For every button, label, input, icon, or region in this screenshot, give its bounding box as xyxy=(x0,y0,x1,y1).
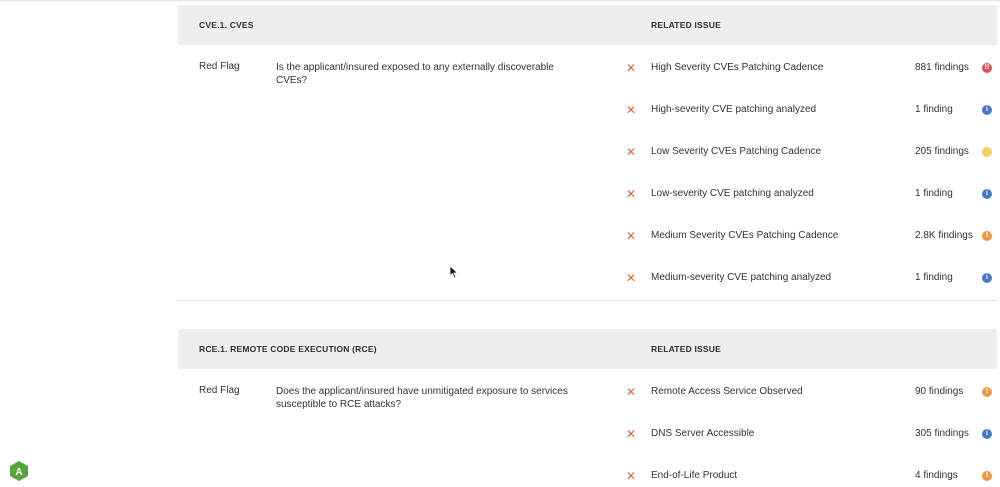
issue-row[interactable] xyxy=(178,100,997,120)
issue-count[interactable]: 4 findings xyxy=(915,470,958,481)
hexagon-avatar-icon xyxy=(9,460,29,482)
flag-label: Red Flag xyxy=(199,61,240,72)
issue-name[interactable]: High Severity CVEs Patching Cadence xyxy=(651,62,824,73)
issue-name[interactable]: Remote Access Service Observed xyxy=(651,386,803,397)
fail-icon: ✕ xyxy=(626,271,637,285)
issue-count[interactable]: 205 findings xyxy=(915,146,969,157)
severity-medium-icon: ! xyxy=(982,471,992,481)
info-icon: i xyxy=(982,105,992,115)
related-issue-header: RELATED ISSUE xyxy=(651,20,721,30)
severity-medium-icon: ! xyxy=(982,231,992,241)
issue-row[interactable] xyxy=(178,226,997,246)
issue-count[interactable]: 305 findings xyxy=(915,428,969,439)
info-icon: i xyxy=(982,429,992,439)
severity-high-icon: !! xyxy=(982,63,992,73)
section-title: CVE.1. CVES xyxy=(199,20,254,30)
section-title: RCE.1. REMOTE CODE EXECUTION (RCE) xyxy=(199,344,377,354)
fail-icon: ✕ xyxy=(626,187,637,201)
issue-name[interactable]: Medium-severity CVE patching analyzed xyxy=(651,272,832,283)
fail-icon: ✕ xyxy=(626,145,637,159)
issue-name[interactable]: Medium Severity CVEs Patching Cadence xyxy=(651,230,839,241)
section-header xyxy=(178,329,997,369)
section-header xyxy=(178,5,997,45)
severity-medium-icon: ! xyxy=(982,387,992,397)
question-text: Is the applicant/insured exposed to any externally discoverable CVEs? xyxy=(276,62,554,86)
related-issue-header: RELATED ISSUE xyxy=(651,344,721,354)
user-avatar[interactable] xyxy=(9,460,29,482)
fail-icon: ✕ xyxy=(626,229,637,243)
issue-name[interactable]: Low-severity CVE patching analyzed xyxy=(651,188,814,199)
issue-row[interactable] xyxy=(178,424,997,444)
flag-label: Red Flag xyxy=(199,385,240,396)
issue-row[interactable] xyxy=(178,466,997,486)
issue-name[interactable]: DNS Server Accessible xyxy=(651,428,755,439)
issue-row[interactable] xyxy=(178,142,997,162)
fail-icon: ✕ xyxy=(626,103,637,117)
mouse-cursor-icon xyxy=(449,265,459,284)
avatar-letter: A xyxy=(15,467,23,478)
info-icon: i xyxy=(982,189,992,199)
issue-count[interactable]: 881 findings xyxy=(915,62,969,73)
issue-name[interactable]: Low Severity CVEs Patching Cadence xyxy=(651,146,822,157)
issue-count[interactable]: 1 finding xyxy=(915,188,953,199)
question-text: Does the applicant/insured have unmitigated exposure to services susceptible to RCE attacks? xyxy=(276,386,568,410)
top-border xyxy=(0,0,1000,1)
fail-icon: ✕ xyxy=(626,385,637,399)
issue-row[interactable] xyxy=(178,58,997,78)
section-divider xyxy=(178,300,997,301)
issue-row[interactable] xyxy=(178,268,997,288)
issue-count[interactable]: 90 findings xyxy=(915,386,964,397)
rce-section xyxy=(178,329,997,483)
info-icon: i xyxy=(982,273,992,283)
issue-count[interactable]: 1 finding xyxy=(915,272,953,283)
issue-name[interactable]: High-severity CVE patching analyzed xyxy=(651,104,817,115)
fail-icon: ✕ xyxy=(626,61,637,75)
fail-icon: ✕ xyxy=(626,469,637,483)
issue-count[interactable]: 1 finding xyxy=(915,104,953,115)
severity-low-icon xyxy=(982,147,992,157)
issue-row[interactable] xyxy=(178,382,997,402)
fail-icon: ✕ xyxy=(626,427,637,441)
issue-count[interactable]: 2.8K findings xyxy=(915,230,973,241)
issue-row[interactable] xyxy=(178,184,997,204)
cve-section xyxy=(178,5,997,285)
issue-name[interactable]: End-of-Life Product xyxy=(651,470,738,481)
